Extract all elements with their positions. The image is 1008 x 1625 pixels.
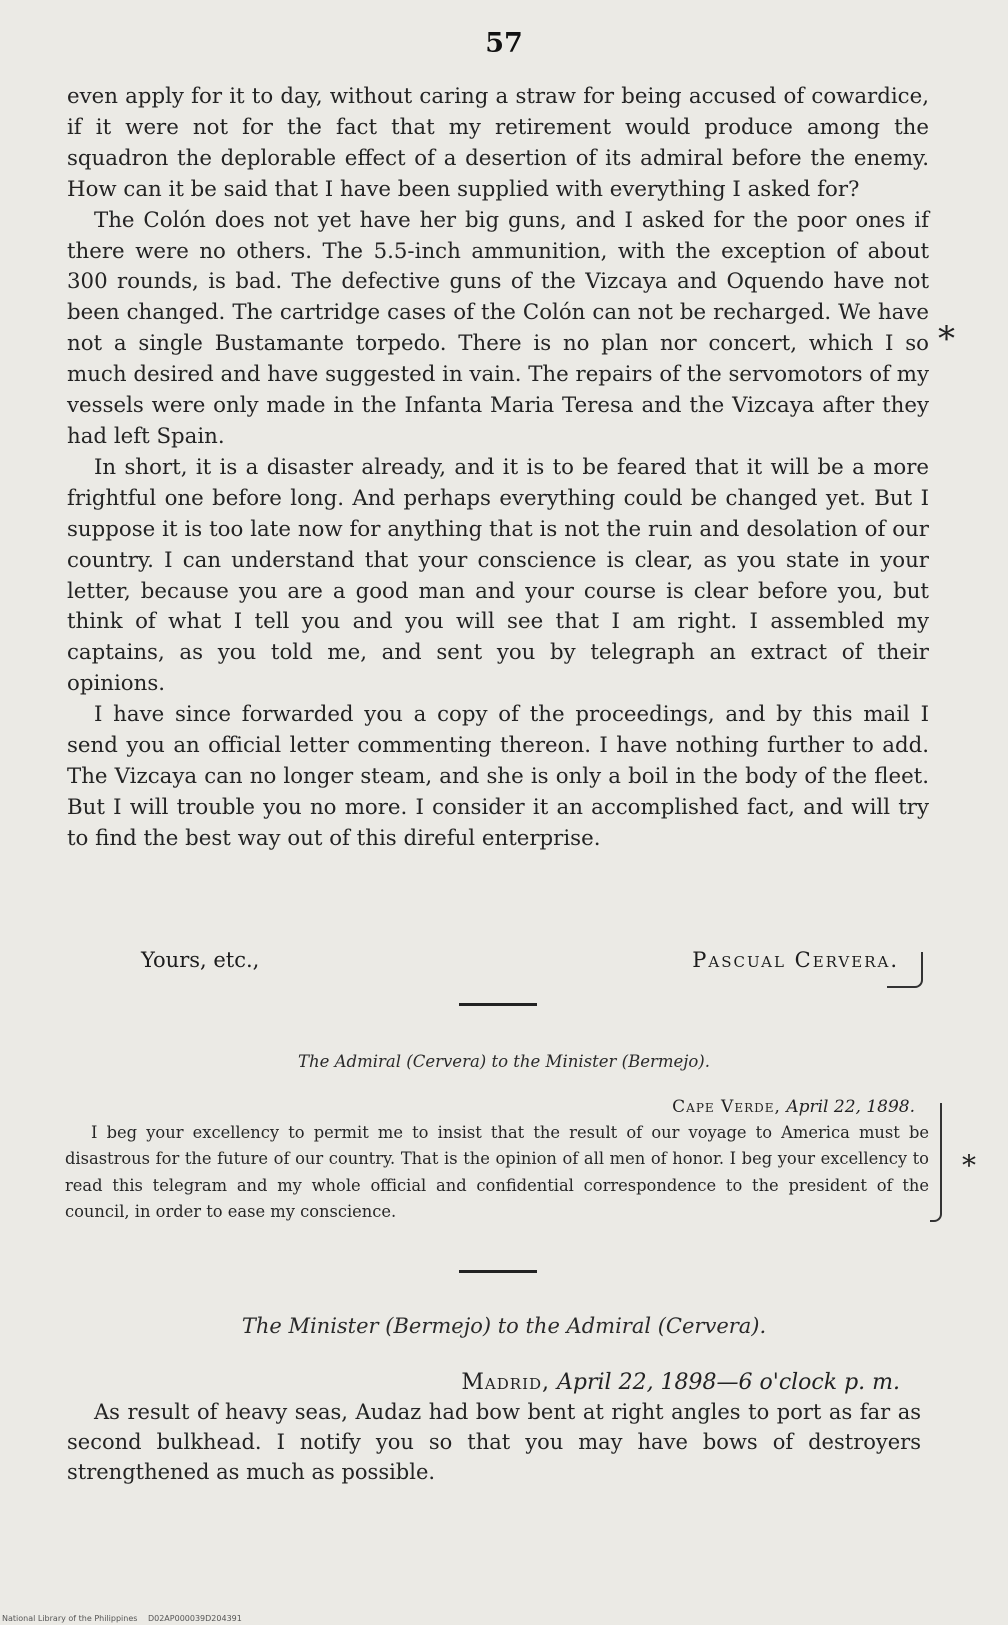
telegram-2-text: As result of heavy seas, Audaz had bow bent at right angles to port as far as second bulkhead. I notify you so that you may have bows of destroyers strengthened as much as possible. bbox=[67, 1400, 921, 1484]
asterisk-margin-mark-icon: * bbox=[938, 319, 955, 359]
telegram-2-body bbox=[67, 1397, 921, 1487]
paragraph-3: In short, it is a disaster already, and it is to be feared that it will be a more frightful one before long. And perhaps everything could be changed yet. But I suppose it is too late now for anything that is not the ruin and desolation of our country. I can understand that your conscience is clear, as you state in your letter, because you are a good man and your course is clear before you, but think of what I tell you and you will see that I am right. I assembled my captains, as you told me, and sent you by telegraph an extract of their opinions. bbox=[67, 454, 929, 697]
scan-footer bbox=[2, 1614, 250, 1623]
asterisk-margin-mark-icon: * bbox=[962, 1149, 976, 1182]
telegram-1-heading: The Admiral (Cervera) to the Minister (Bermejo). bbox=[297, 1052, 710, 1071]
footer-library: National Library of the Philippines bbox=[2, 1614, 138, 1623]
telegram-1-dateline bbox=[672, 1097, 915, 1117]
paragraph-2: The Colón does not yet have her big guns, and I asked for the poor ones if there were no others. The 5.5-inch ammunition, with the exception of about 300 rounds, is bad. The defective guns of the Vizcaya and Oquendo have not been changed. The cartridge cases of the Colón can not be recharged. We have not a single Bustamante torpedo. There is no plan nor concert, which I so much desired and have suggested in vain. The repairs of the servomotors of my vessels were only made in the Infanta Maria Teresa and the Vizcaya after they had left Spain. bbox=[67, 207, 929, 449]
section-divider-2 bbox=[459, 1270, 537, 1273]
letter-body bbox=[67, 82, 929, 855]
paragraph-4: I have since forwarded you a copy of the proceedings, and by this mail I send you an official letter commenting thereon. I have nothing further to add. The Vizcaya can no longer steam, and she is only a boil in the body of the fleet. But I will trouble you no more. I consider it an accomplished fact, and will try to find the best way out of this direful enterprise. bbox=[67, 702, 929, 851]
signature: Pascual Cervera. bbox=[692, 948, 899, 972]
closing: Yours, etc., bbox=[141, 948, 260, 972]
telegram-1-date: April 22, 1898. bbox=[786, 1097, 915, 1117]
telegram-2-heading: The Minister (Bermejo) to the Admiral (Cervera). bbox=[241, 1314, 767, 1338]
telegram-2-place: Madrid, bbox=[461, 1370, 551, 1395]
telegram-2-dateline bbox=[461, 1370, 900, 1395]
telegram-1-place: Cape Verde, bbox=[672, 1097, 781, 1117]
telegram-1-text: I beg your excellency to permit me to insist that the result of our voyage to America must be disastrous for the future of our country. That is the opinion of all men of honor. I beg your excellency to read this telegram and my whole official and confidential correspondence to the president of the council, in order to ease my conscience. bbox=[65, 1123, 929, 1222]
paragraph-1: even apply for it to day, without caring a straw for being accused of cowardice, if it were not for the fact that my retirement would produce among the squadron the deplorable effect of a desertion of its admiral before the enemy. How can it be said that I have been supplied with everything I asked for? bbox=[67, 84, 929, 202]
handwritten-bracket bbox=[930, 1103, 942, 1222]
section-divider-1 bbox=[459, 1003, 537, 1006]
telegram-1-body bbox=[65, 1120, 929, 1226]
footer-id: D02AP000039D204391 bbox=[147, 1614, 242, 1623]
page-number: 57 bbox=[485, 28, 523, 59]
handwritten-bracket bbox=[887, 952, 923, 988]
telegram-2-date: April 22, 1898—6 o'clock p. m. bbox=[557, 1370, 900, 1395]
